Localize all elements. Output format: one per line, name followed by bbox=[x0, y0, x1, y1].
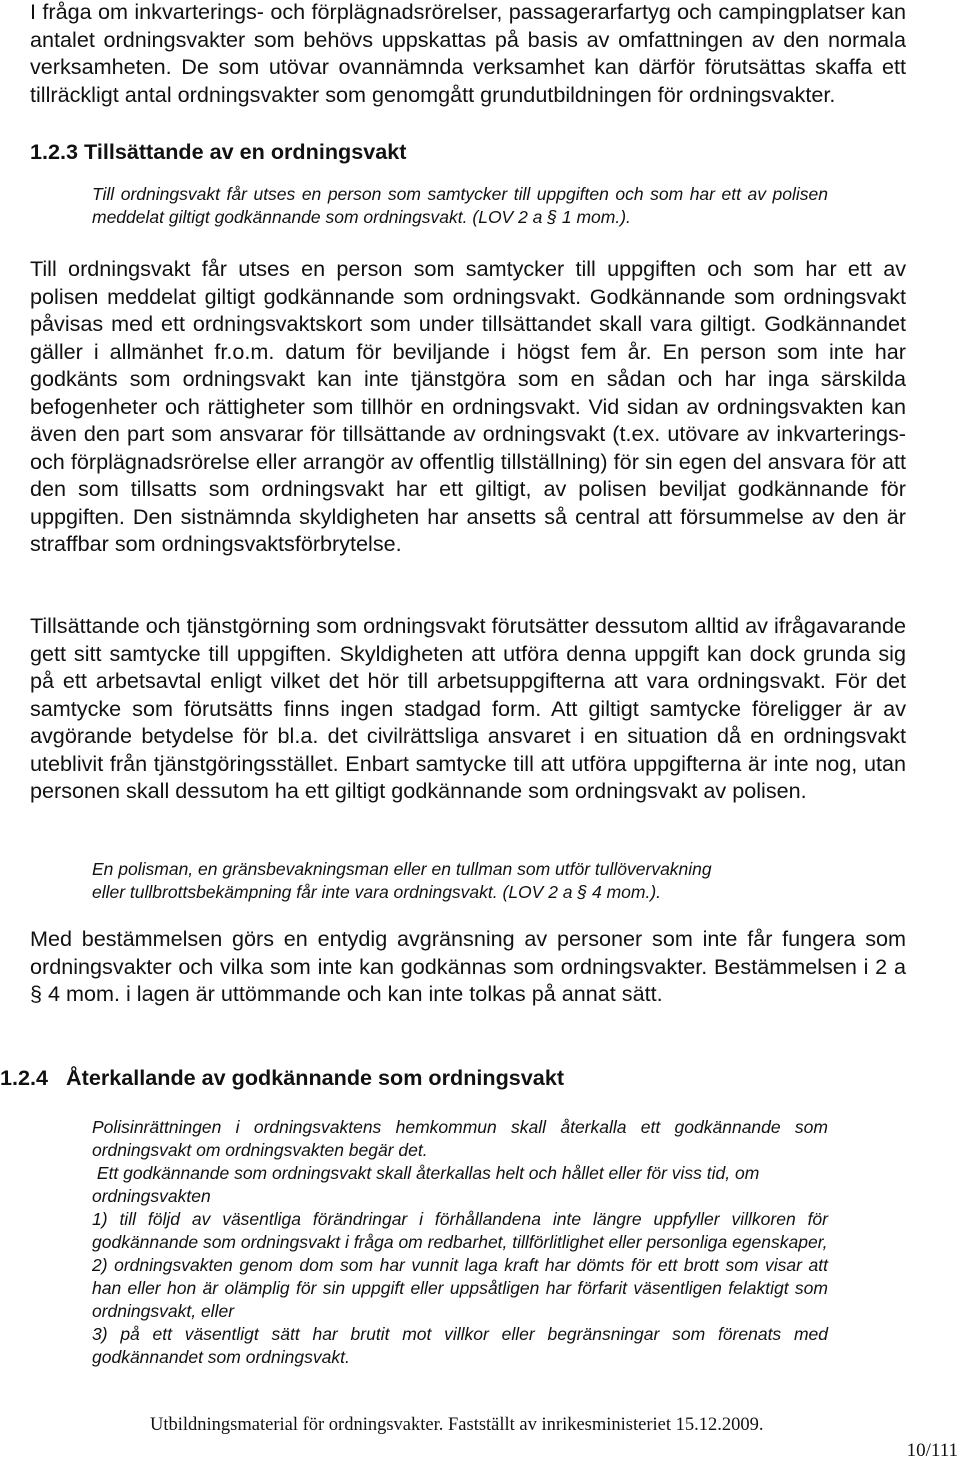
body-paragraph-2: Tillsättande och tjänstgörning som ordningsvakt förutsätter dessutom alltid av ifrågavarande gett sitt samtycke till uppgiften. Skyldigheten att utföra denna uppgift kan dock grunda sig på ett arbetsavtal enligt vilket det hör till arbetsuppgifterna att vara ordningsvakt. För det samtycke som förutsätts finns ingen stadgad form. Att giltigt samtycke föreligger är av avgörande betydelse för bl.a. det civilrättsliga ansvaret i en situation då en ordningsvakt uteblivit från tjänstgöringsstället. Enbart samtycke till att utföra uppgifterna är inte nog, utan personen skall dessutom ha ett giltigt godkännande som ordningsvakt av polisen. bbox=[30, 613, 906, 803]
section-heading-1-2-3: 1.2.3 Tillsättande av en ordningsvakt bbox=[30, 139, 407, 164]
page-footer: Utbildningsmaterial för ordningsvakter. Fastställt av inrikesministeriet 15.12.2009. bbox=[150, 1415, 764, 1435]
law-quote-lov-2a-1: Till ordningsvakt får utses en person som samtycker till uppgiften och som har ett av polisen meddelat giltigt godkännande som ordningsvakt. (LOV 2 a § 1 mom.). bbox=[92, 184, 828, 227]
law-quote-line: En polisman, en gränsbevakningsman eller en tullman som utför tullövervakning bbox=[92, 859, 712, 879]
quote-line: 2) ordningsvakten genom dom som har vunnit laga kraft har dömts för ett brott som visar att han eller hon är olämplig för sin uppgift eller uppsåtligen har förfarit väsentligen felaktigt som ordningsvakt, eller bbox=[92, 1255, 828, 1321]
page-number: 10/111 bbox=[906, 1440, 958, 1461]
quote-line: Ett godkännande som ordningsvakt skall återkallas helt och hållet eller för viss tid, om ordningsvakten bbox=[92, 1163, 765, 1206]
section-title: Återkallande av godkännande som ordningsvakt bbox=[66, 1065, 565, 1090]
law-quote-line: eller tullbrottsbekämpning får inte vara ordningsvakt. (LOV 2 a § 4 mom.). bbox=[92, 882, 662, 902]
body-paragraph-1: Till ordningsvakt får utses en person som samtycker till uppgiften och som har ett av polisen meddelat giltigt godkännande som ordningsvakt. Godkännande som ordningsvakt påvisas med ett ordningsvaktskort som under tillsättandet skall vara giltigt. Godkännandet gäller i allmänhet fr.o.m. datum för beviljande i högst fem år. En person som inte har godkänts som ordningsvakt kan inte tjänstgöra som en sådan och har inga särskilda befogenheter och rättigheter som tillhör en ordningsvakt. Vid sidan av ordningsvakten kan även den part som ansvarar för tillsättande av ordningsvakt (t.ex. utövare av inkvarterings- och förplägnadsrörelse eller arrangör av offentlig tillställning) för sin egen del ansvara för att den som tillsatts som ordningsvakt har ett giltigt, av polisen beviljat godkännande för uppgiften. Den sistnämnda skyldigheten har ansetts så central att försummelse av den är straffbar som ordningsvaktsförbrytelse. bbox=[30, 256, 906, 556]
quote-line: 1) till följd av väsentliga förändringar i förhållandena inte längre uppfyller villkoren för godkännande som ordningsvakt i fråga om redbarhet, tillförlitlighet eller personliga egenskaper, bbox=[92, 1209, 828, 1252]
section-heading-1-2-4 bbox=[0, 1064, 564, 1091]
intro-paragraph: I fråga om inkvarterings- och förplägnadsrörelser, passagerarfartyg och campingplatser kan antalet ordningsvakter som behövs uppskattas på basis av omfattningen av den normala verksamheten. De som utövar ovannämnda verksamhet kan därför förutsättas skaffa ett tillräckligt antal ordningsvakter som genomgått grundutbildningen för ordningsvakter. bbox=[30, 0, 906, 107]
section-number: 1.2.4 bbox=[0, 1065, 49, 1090]
body-paragraph-3: Med bestämmelsen görs en entydig avgränsning av personer som inte får fungera som ordningsvakter och vilka som inte kan godkännas som ordningsvakter. Bestämmelsen i 2 a § 4 mom. i lagen är uttömmande och kan inte tolkas på annat sätt. bbox=[30, 926, 906, 1006]
revocation-law-quote bbox=[30, 1116, 832, 1369]
quote-line: Polisinrättningen i ordningsvaktens hemkommun skall återkalla ett godkännande som ordningsvakt om ordningsvakten begär det. bbox=[92, 1117, 828, 1160]
quote-line: 3) på ett väsentligt sätt har brutit mot villkor eller begränsningar som förenats med godkännandet som ordningsvakt. bbox=[92, 1324, 828, 1367]
law-quote-lov-2a-4 bbox=[30, 858, 832, 904]
